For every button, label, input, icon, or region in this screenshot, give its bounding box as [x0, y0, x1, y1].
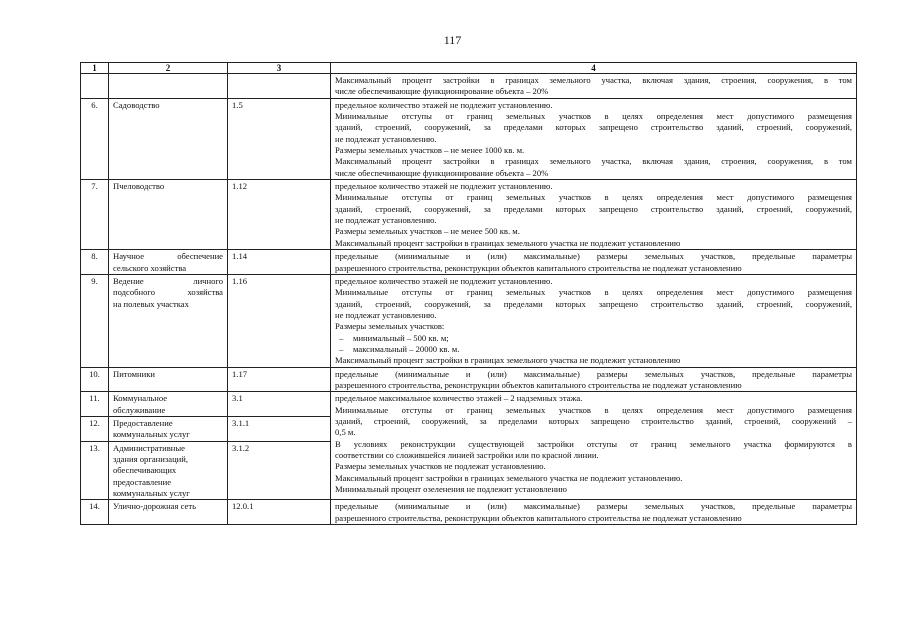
- use-code: 3.1.2: [228, 441, 331, 500]
- use-code: 12.0.1: [228, 500, 331, 525]
- table-row: [81, 180, 857, 250]
- regulations-table: [80, 62, 857, 525]
- use-name: Научное обеспечение сельского хозяйства: [109, 250, 228, 275]
- row-number: 10.: [81, 367, 109, 392]
- use-code: 3.1: [228, 392, 331, 417]
- use-name: Пчеловодство: [109, 180, 228, 250]
- table-header-row: [81, 63, 857, 74]
- table-row: [81, 250, 857, 275]
- row-number: 11.: [81, 392, 109, 417]
- requirements-cell: Максимальный процент застройки в границах земельного участка, включая здания, строения, сооружения, в том числе обеспечивающие функционирование объекта – 20%: [331, 74, 857, 99]
- list-item: – максимальный – 20000 кв. м.: [335, 344, 852, 355]
- column-header: 1: [81, 63, 109, 74]
- row-number: 12.: [81, 416, 109, 441]
- use-code: 3.1.1: [228, 416, 331, 441]
- table-row: [81, 500, 857, 525]
- use-code: 1.5: [228, 98, 331, 179]
- column-header: 4: [331, 63, 857, 74]
- use-code: 1.17: [228, 367, 331, 392]
- page-number: 117: [443, 33, 462, 47]
- requirements-cell: предельное количество этажей не подлежит установлению. Минимальные отступы от границ земельных участков в целях определения мест допустимого размещения зданий, строений, сооружений, за пределами которых запрещено строительство зданий, строений, сооружений, не подлежат установлению. Размеры земельных участков – не менее 500 кв. м. Максимальный процент застройки в границах земельного участка не подлежит установлению: [331, 180, 857, 250]
- row-number: 9.: [81, 274, 109, 367]
- use-code: 1.12: [228, 180, 331, 250]
- requirements-cell: предельное количество этажей не подлежит установлению. Минимальные отступы от границ земельных участков в целях определения мест допустимого размещения зданий, строений, сооружений, за пределами которых запрещено строительство зданий, строений, сооружений, не подлежат установлению. Размеры земельных участков – не менее 1000 кв. м. Максимальный процент застройки в границах земельного участка, включая здания, строения, сооружения, в том числе обеспечивающие функционирование объекта – 20%: [331, 98, 857, 179]
- column-header: 3: [228, 63, 331, 74]
- requirements-cell: предельное количество этажей не подлежит установлению. Минимальные отступы от границ земельных участков в целях определения мест допустимого размещения зданий, строений, сооружений, за пределами которых запрещено строительство зданий, строений, сооружений, не подлежат установлению. Размеры земельных участков: – минимальный – 500 кв. м; – максимальный – 20000 кв. м. Максимальный процент застройки в границах земельного участка не подлежит установлению: [331, 274, 857, 367]
- column-header: 2: [109, 63, 228, 74]
- requirements-cell: предельные (минимальные и (или) максимальные) размеры земельных участков, предельные параметры разрешенного строительства, реконструкции объектов капитального строительства не подлежат установлению: [331, 500, 857, 525]
- table-row: [81, 392, 857, 417]
- row-number: 6.: [81, 98, 109, 179]
- requirements-cell: предельные (минимальные и (или) максимальные) размеры земельных участков, предельные параметры разрешенного строительства, реконструкции объектов капитального строительства не подлежат установлению: [331, 250, 857, 275]
- use-name: Коммунальное обслуживание: [109, 392, 228, 417]
- use-code: 1.16: [228, 274, 331, 367]
- table-row: [81, 274, 857, 367]
- table-row: [81, 367, 857, 392]
- use-name: Административные здания организаций, обеспечивающих предоставление коммунальных услуг: [109, 441, 228, 500]
- use-name: Улично-дорожная сеть: [109, 500, 228, 525]
- use-name: Питомники: [109, 367, 228, 392]
- use-name: Ведение личного подсобного хозяйства на полевых участках: [109, 274, 228, 367]
- row-number: 8.: [81, 250, 109, 275]
- row-number: 14.: [81, 500, 109, 525]
- use-name: Садоводство: [109, 98, 228, 179]
- table-row: [81, 98, 857, 179]
- row-number: 7.: [81, 180, 109, 250]
- requirements-cell: предельное максимальное количество этажей – 2 надземных этажа. Минимальные отступы от границ земельных участков в целях определения мест допустимого размещения зданий, строений, сооружений, за пределами которых запрещено строительство зданий, строений, сооружений – 0,5 м. В условиях реконструкции существующей застройки отступы от границ земельного участка формируются в соответствии со сложившейся линией застройки или по красной линии. Размеры земельных участков не подлежат установлению. Максимальный процент застройки в границах земельного участка не подлежит установлению. Минимальный процент озеленения не подлежит установлению: [331, 392, 857, 500]
- use-name: Предоставление коммунальных услуг: [109, 416, 228, 441]
- list-item: – минимальный – 500 кв. м;: [335, 333, 852, 344]
- table-row: [81, 74, 857, 99]
- requirements-cell: предельные (минимальные и (или) максимальные) размеры земельных участков, предельные параметры разрешенного строительства, реконструкции объектов капитального строительства не подлежат установлению: [331, 367, 857, 392]
- row-number: 13.: [81, 441, 109, 500]
- use-code: 1.14: [228, 250, 331, 275]
